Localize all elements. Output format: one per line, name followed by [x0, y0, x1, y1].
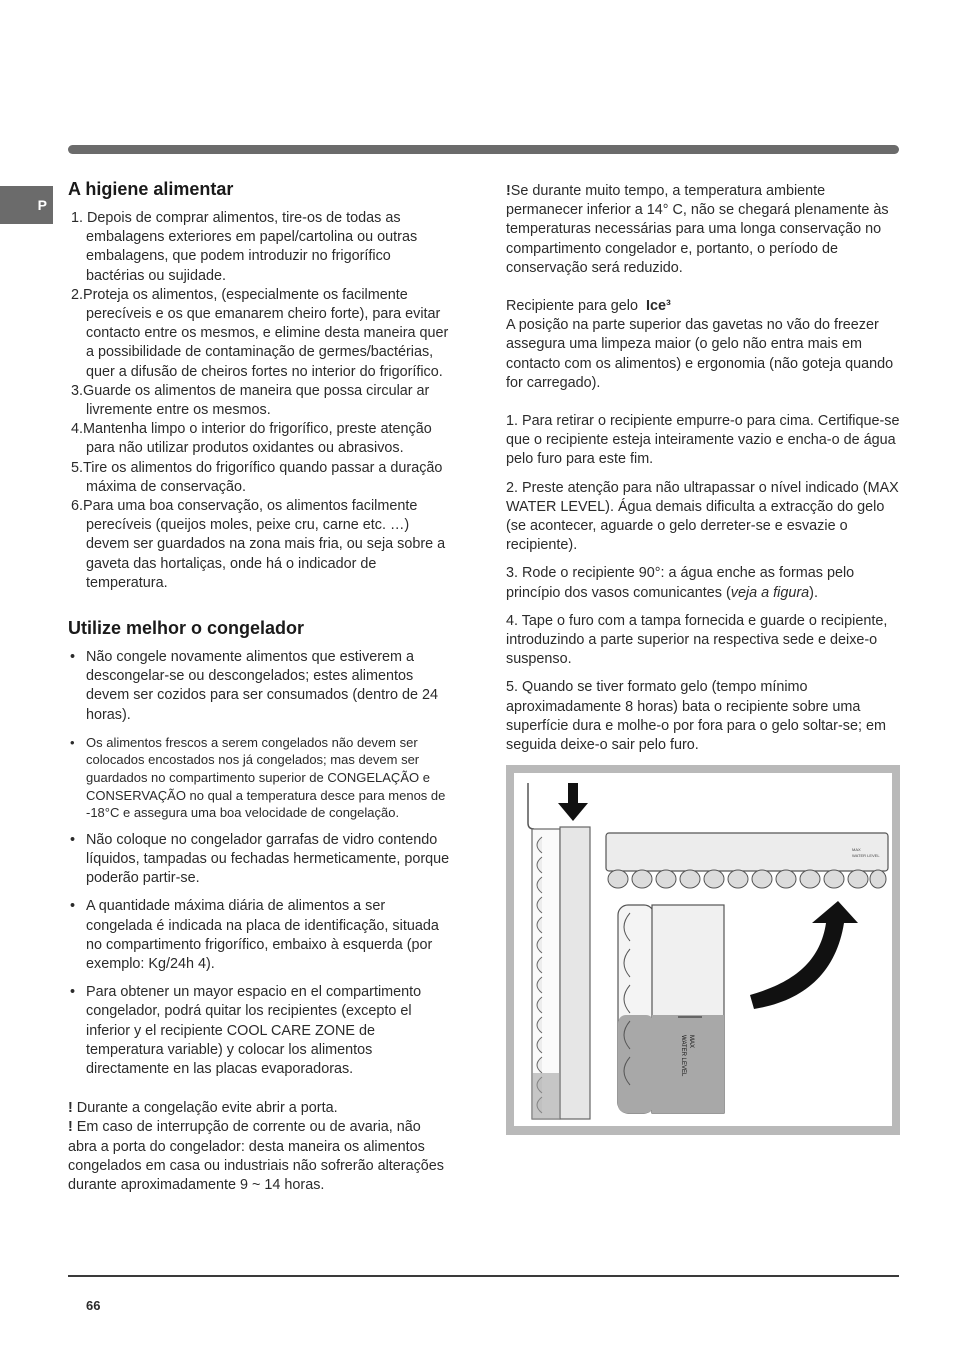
list-item: • Para obtener un mayor espacio en el compartimento congelador, podrá quitar los recipientes (excepto el inferior y el recipiente COOL CARE ZONE de temperatura variable) y colocar los alimentos directamente en las placas evaporadoras. [68, 983, 452, 1079]
ice-heading: Recipiente para gelo Ice³ [506, 298, 671, 315]
language-tab: P [0, 186, 53, 224]
label-max: MAX [688, 1035, 694, 1049]
section-title-hygiene: A higiene alimentar [68, 179, 234, 199]
step-3: 3. Rode o recipiente 90°: a água enche as formas pelo princípio dos vasos comunicantes (veja a figura). [506, 565, 855, 601]
exclamation-icon: ! [506, 183, 511, 199]
ice-tray-illustration [514, 773, 892, 1126]
page-number: 66 [86, 1298, 101, 1313]
list-item: 6.Para uma boa conservação, os alimentos facilmente perecíveis (queijos moles, peixe cru, carne etc. …) devem ser guardados na zona mais fria, ou seja sobre a gaveta das hortaliças, onde há o indicador de temperatura. [71, 498, 446, 591]
step-1: 1. Para retirar o recipiente empurre-o para cima. Certifique-se que o recipiente esteja inteiramente vazio e encha-o de água pelo furo para este fim. [506, 413, 900, 468]
list-item: • Não congele novamente alimentos que estiverem a descongelar-se ou descongelados; estes alimentos devem ser cozidos para ser consumados (dentro de 24 horas). [68, 648, 452, 725]
list-item: 5.Tire os alimentos do frigorífico quando passar a duração máxima de conservação. [71, 459, 443, 495]
intro-warning: !Se durante muito tempo, a temperatura ambiente permanecer inferior a 14° C, não se chegará plenamente às temperaturas necessárias para uma longa conservação no compartimento congelador e, portanto, o período de conservação será reduzido. [506, 183, 889, 276]
list-item: • A quantidade máxima diária de alimentos a ser congelada é indicada na placa de identificação, situada no compartimento frigorífico, embaixo à esquerda (por exemplo: Kg/24h 4). [68, 897, 452, 974]
warning-door: ! Durante a congelação evite abrir a porta. [68, 1100, 338, 1117]
ice-brand: Ice³ [646, 298, 671, 315]
ice-description: A posição na parte superior das gavetas no vão do freezer assegura uma limpeza maior (o gelo não entra mais em contacto com os alimentos) e ergonomia (não goteja quando for carregado). [506, 317, 894, 391]
arrow-down-icon [558, 783, 588, 821]
bottom-rule [68, 1275, 899, 1277]
list-item: 4.Mantenha limpo o interior do frigorífico, preste atenção para não utilizar produtos oxidantes ou abrasivos. [71, 421, 432, 457]
exclamation-icon: ! [68, 1100, 73, 1117]
horizontal-tray [606, 833, 888, 888]
list-item: 3.Guarde os alimentos de maneira que possa circular ar livremente entre os mesmos. [71, 382, 430, 419]
hygiene-list [68, 209, 452, 593]
freezer-bullets [68, 648, 452, 1079]
right-column [506, 182, 900, 755]
vertical-tray [528, 783, 590, 1119]
step-4: 4. Tape o furo com a tampa fornecida e guarde o recipiente, introduzindo a parte superior na respectiva sede e deixe-o suspenso. [506, 612, 888, 668]
label-water-level: WATER LEVEL [680, 1035, 686, 1077]
rotate-arrow-icon [750, 901, 858, 1009]
step-2: 2. Preste atenção para não ultrapassar o nível indicado (MAX WATER LEVEL). Água demais dificulta a extracção do gelo (se acontecer, aguarde o gelo derreter-se e esvazie o recipiente). [506, 479, 899, 554]
left-column [68, 178, 452, 1195]
step-5: 5. Quando se tiver formato gelo (tempo mínimo aproximadamente 8 horas) bata o recipiente sobre uma superfície dura e molhe-o por fora para o gelo soltar-se; em seguida deixe-o sair pelo furo. [506, 679, 886, 754]
filled-tray [618, 905, 724, 1113]
list-item: 1. Depois de comprar alimentos, tire-os de todas as embalagens exteriores em papel/cartolina ou outras embalagens, que podem introduzir no frigorífico bactérias ou sujidade. [71, 210, 418, 284]
list-item: 2.Proteja os alimentos, (especialmente os facilmente perecíveis e os que emanarem cheiro forte), para evitar contacto entre os mesmos, e elimine desta maneira quer a possibilidade de contaminação de germes/bactérias, quer a difusão de cheiros fortes no interior do frigorífico. [71, 286, 449, 380]
list-item: • Não coloque no congelador garrafas de vidro contendo líquidos, tampadas ou fechadas hermeticamente, porque poderão partir-se. [68, 831, 452, 889]
tray-label-water-level: WATER LEVEL [852, 853, 880, 858]
exclamation-icon: ! [68, 1119, 73, 1136]
tray-label-max: MAX [852, 847, 861, 852]
list-item: • Os alimentos frescos a serem congelados não devem ser colocados encostados nos já congelados; mas devem ser guardados no compartimento superior de CONGELAÇÃO e CONSERVAÇÃO no qual a temperatura desce para menos de -18°C e assegura uma boa velocidade de congelação. [68, 734, 452, 822]
top-rule [68, 145, 899, 154]
ice-tray-figure [506, 765, 900, 1135]
section-title-freezer: Utilize melhor o congelador [68, 618, 305, 639]
warning-power: ! Em caso de interrupção de corrente ou de avaria, não abra a porta do congelador: desta maneira os alimentos congelados em casa ou industriais não sofrerão alterações durante aproximadamente 9 ~ 14 horas. [68, 1119, 444, 1194]
